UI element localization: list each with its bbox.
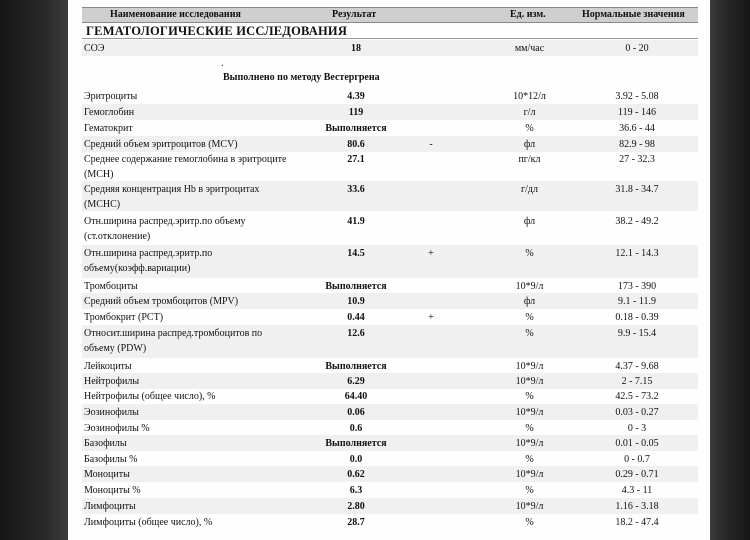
- table-row: [82, 120, 698, 136]
- unit: %: [525, 454, 534, 465]
- reference-range: 18.2 - 47.4: [615, 517, 659, 528]
- reference-range: 36.6 - 44: [619, 123, 655, 134]
- header-norm: Нормальные значения: [582, 9, 685, 20]
- table-row: [82, 293, 698, 309]
- result-value: 0.6: [349, 423, 363, 434]
- test-name: Тромбоциты: [84, 281, 138, 292]
- test-name: Эозинофилы %: [84, 423, 150, 434]
- result-value: 64.40: [344, 391, 368, 402]
- table-row: [82, 482, 698, 498]
- table-row: [82, 88, 698, 104]
- unit: 10*9/л: [515, 469, 544, 480]
- table-row: [82, 104, 698, 120]
- unit: %: [525, 312, 534, 323]
- test-name: Тромбокрит (PCT): [84, 312, 164, 323]
- test-name: Лимфоциты: [84, 501, 136, 512]
- test-name: Нейтрофилы (общее число), %: [84, 391, 216, 402]
- unit: пг/кл: [518, 154, 541, 165]
- section-divider: [82, 38, 698, 39]
- reference-range: 4.37 - 9.68: [615, 361, 659, 372]
- test-name: Базофилы %: [84, 454, 138, 465]
- deviation-flag: +: [428, 312, 434, 323]
- test-name: Средний объем эритроцитов (MCV): [84, 139, 238, 150]
- header-result: Результат: [332, 9, 377, 20]
- reference-range: 0.29 - 0.71: [615, 469, 659, 480]
- result-value: 18: [351, 43, 361, 54]
- section-title: ГЕМАТОЛОГИЧЕСКИЕ ИССЛЕДОВАНИЯ: [86, 24, 348, 38]
- table-row: [82, 514, 698, 530]
- test-name: Среднее содержание гемоглобина в эритроците (MCH): [84, 154, 287, 180]
- result-value: 0.44: [347, 312, 365, 323]
- reference-range: 0 - 0.7: [624, 454, 650, 465]
- result-value: 0.06: [347, 407, 365, 418]
- test-name: Гемоглобин: [84, 107, 135, 118]
- table-row: [82, 245, 698, 278]
- test-name: Средний объем тромбоцитов (MPV): [84, 296, 239, 307]
- table-row: [82, 309, 698, 325]
- reference-range: 0.03 - 0.27: [615, 407, 659, 418]
- result-value: Выполняется: [325, 361, 387, 372]
- reference-range: 2 - 7.15: [621, 376, 653, 387]
- unit: %: [525, 248, 534, 259]
- unit: 10*9/л: [515, 501, 544, 512]
- table-row: [82, 451, 698, 467]
- right-dark-border: [710, 0, 750, 540]
- reference-range: 38.2 - 49.2: [615, 216, 659, 227]
- unit: %: [525, 328, 534, 339]
- result-value: 6.3: [349, 485, 363, 496]
- table-row: [82, 466, 698, 482]
- method-note: Выполнено по методу Вестергрена: [223, 72, 380, 83]
- table-row: [82, 181, 698, 211]
- unit: %: [525, 423, 534, 434]
- test-name: Относит.ширина распред.тромбоцитов по объему (PDW): [84, 328, 263, 354]
- table-row: [82, 325, 698, 358]
- result-value: 10.9: [347, 296, 365, 307]
- test-name: Отн.ширина распред.эритр.по объему (ст.отклонение): [84, 216, 246, 242]
- table-row: [82, 498, 698, 514]
- reference-range: 82.9 - 98: [619, 139, 655, 150]
- test-name: Гематокрит: [84, 123, 133, 134]
- reference-range: 27 - 32.3: [619, 154, 655, 165]
- unit: 10*9/л: [515, 407, 544, 418]
- test-name: Нейтрофилы: [84, 376, 140, 387]
- lab-report-sheet: [68, 0, 710, 540]
- table-row: [82, 388, 698, 404]
- test-name: Эритроциты: [84, 91, 138, 102]
- unit: фл: [523, 139, 536, 150]
- unit: 10*9/л: [515, 376, 544, 387]
- result-value: Выполняется: [325, 281, 387, 292]
- test-name: Моноциты: [84, 469, 130, 480]
- reference-range: 1.16 - 3.18: [615, 501, 659, 512]
- unit: 10*9/л: [515, 438, 544, 449]
- result-value: 27.1: [347, 154, 365, 165]
- reference-range: 9.9 - 15.4: [617, 328, 657, 339]
- result-value: 28.7: [347, 517, 365, 528]
- unit: 10*9/л: [515, 281, 544, 292]
- result-value: 0.62: [347, 469, 365, 480]
- result-value: 80.6: [347, 139, 365, 150]
- test-name: Лейкоциты: [84, 361, 132, 372]
- header-unit: Ед. изм.: [510, 9, 546, 20]
- result-value: 119: [348, 107, 364, 118]
- unit: 10*9/л: [515, 361, 544, 372]
- result-value: 14.5: [347, 248, 365, 259]
- reference-range: 42.5 - 73.2: [615, 391, 659, 402]
- table-row: [82, 358, 698, 373]
- table-header: [82, 7, 698, 23]
- table-row: [82, 213, 698, 245]
- result-value: 33.6: [347, 184, 365, 195]
- table-row: [82, 435, 698, 451]
- reference-range: 4.3 - 11: [621, 485, 653, 496]
- header-name: Наименование исследования: [110, 9, 241, 20]
- reference-range: 119 - 146: [618, 107, 656, 118]
- result-value: 6.29: [347, 376, 365, 387]
- result-value: 0.0: [349, 454, 363, 465]
- reference-range: 0.18 - 0.39: [615, 312, 659, 323]
- result-value: 4.39: [347, 91, 365, 102]
- left-dark-border: [0, 0, 68, 540]
- unit: г/л: [523, 107, 536, 118]
- unit: фл: [523, 216, 536, 227]
- table-row: [82, 136, 698, 152]
- test-name: Отн.ширина распред.эритр.по объему(коэфф.вариации): [84, 248, 213, 274]
- reference-range: 31.8 - 34.7: [615, 184, 659, 195]
- unit: фл: [523, 296, 536, 307]
- unit: %: [525, 485, 534, 496]
- method-dot: .: [221, 58, 224, 69]
- result-value: 41.9: [347, 216, 365, 227]
- test-name: Лимфоциты (общее число), %: [84, 517, 213, 528]
- test-name: Базофилы: [84, 438, 127, 449]
- result-value: 12.6: [347, 328, 365, 339]
- test-name: Моноциты %: [84, 485, 141, 496]
- table-row: [82, 40, 698, 56]
- deviation-flag: -: [429, 139, 433, 150]
- reference-range: 12.1 - 14.3: [615, 248, 659, 259]
- reference-range: 0 - 3: [627, 423, 647, 434]
- result-value: Выполняется: [325, 438, 387, 449]
- unit: %: [525, 517, 534, 528]
- deviation-flag: +: [428, 248, 434, 259]
- table-row: [82, 373, 698, 389]
- reference-range: 3.92 - 5.08: [615, 91, 659, 102]
- reference-range: 0.01 - 0.05: [615, 438, 659, 449]
- unit: мм/час: [514, 43, 545, 54]
- table-row: [82, 420, 698, 436]
- unit: %: [525, 391, 534, 402]
- reference-range: 0 - 20: [625, 43, 649, 54]
- test-name: Средняя концентрация Hb в эритроцитах (MCHC): [84, 184, 260, 210]
- result-value: 2.80: [347, 501, 365, 512]
- unit: г/дл: [521, 184, 538, 195]
- unit: 10*12/л: [513, 91, 546, 102]
- table-row: [82, 404, 698, 420]
- reference-range: 9.1 - 11.9: [618, 296, 656, 307]
- table-row: [82, 278, 698, 293]
- unit: %: [525, 123, 534, 134]
- table-row: [82, 151, 698, 181]
- result-value: Выполняется: [325, 123, 387, 134]
- test-name: СОЭ: [84, 43, 105, 54]
- reference-range: 173 - 390: [617, 281, 657, 292]
- test-name: Эозинофилы: [84, 407, 139, 418]
